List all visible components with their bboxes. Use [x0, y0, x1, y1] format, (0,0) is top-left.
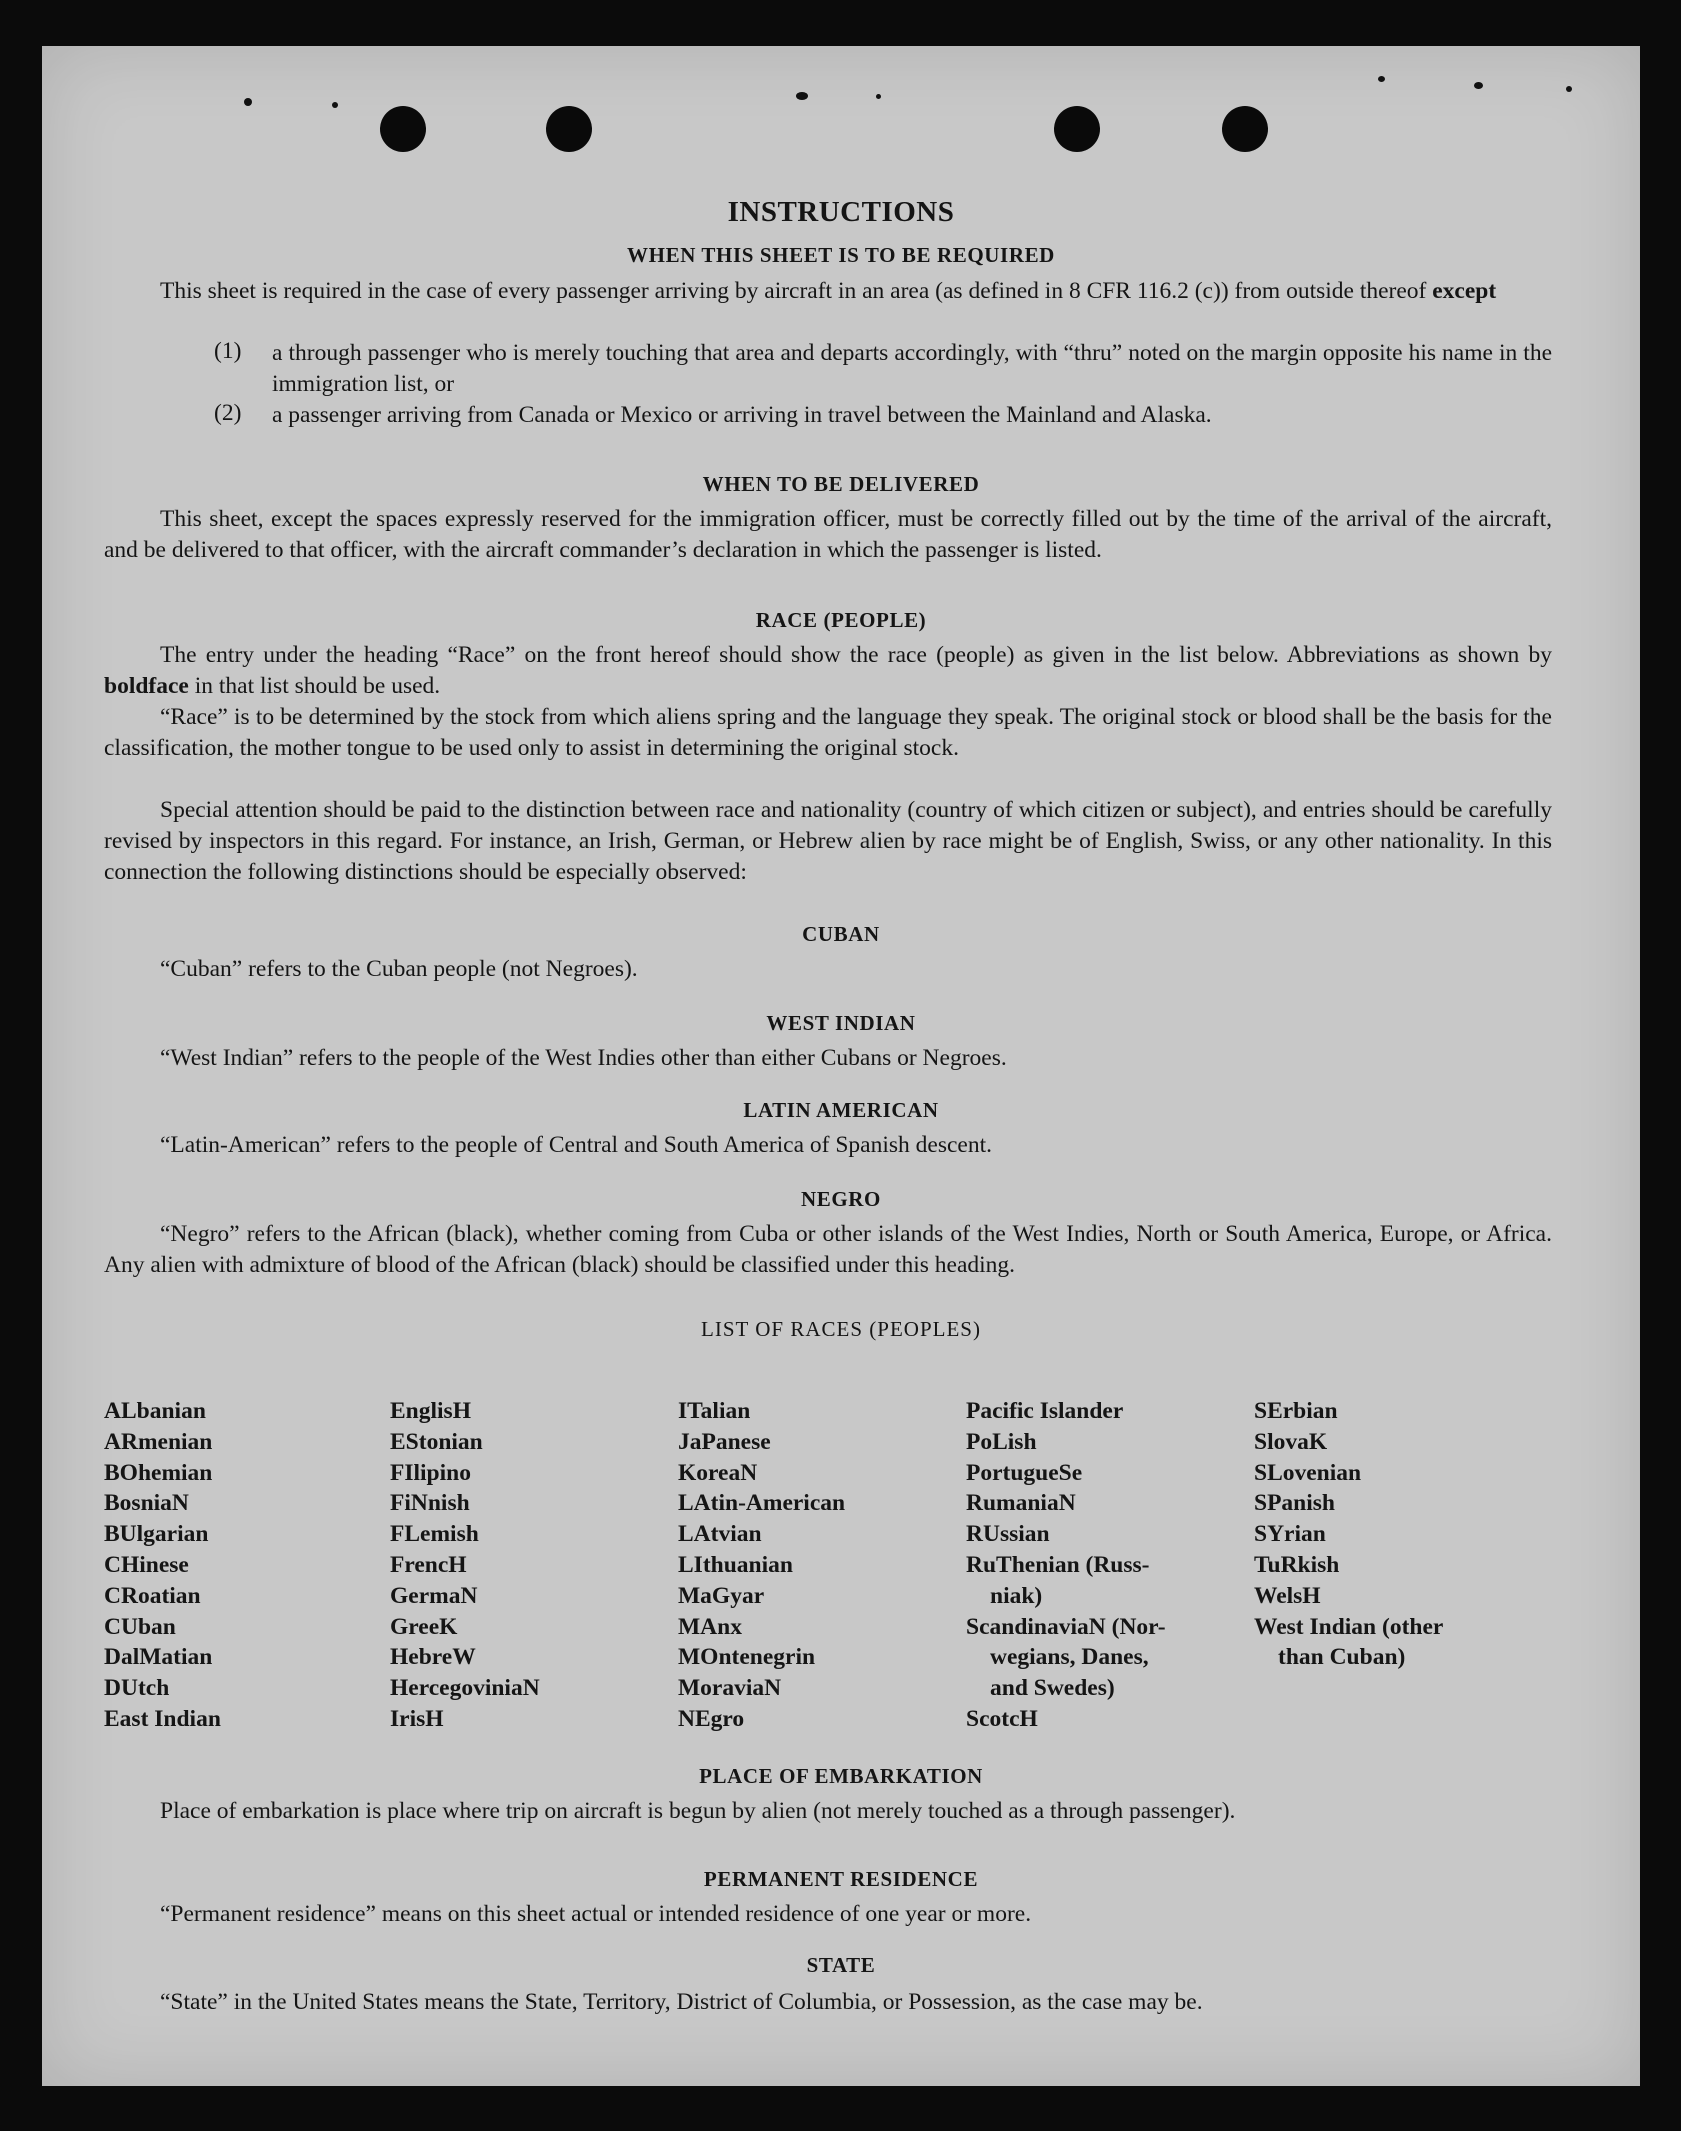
race-list-item: ITalian: [678, 1398, 751, 1424]
race-list-item: RUssian: [966, 1521, 1050, 1548]
punch-hole-2: [546, 106, 592, 152]
race-list-item: than Cuban): [1278, 1644, 1406, 1671]
punch-hole-1: [380, 106, 426, 152]
speck-mark: [876, 94, 881, 99]
race-list-item: East Indian: [104, 1705, 221, 1732]
race-list-item: wegians, Danes,: [990, 1644, 1149, 1671]
race-list-item: EStonian: [390, 1428, 483, 1455]
race-list-item: TuRkish: [1254, 1551, 1340, 1578]
paragraph-negro: “Negro” refers to the African (black), whether coming from Cuba or other islands of the West Indies, North or South America, Europe, or Africa. Any alien with admixture of blood of the African (black) should be classified under this heading.: [104, 1221, 1552, 1278]
list-item-2: [272, 400, 1552, 431]
race-list-column-5: [1254, 1396, 1443, 1673]
race-list-item: PortugueSe: [966, 1459, 1083, 1486]
race-list-item: BOhemian: [104, 1459, 213, 1486]
paragraph-west-indian: “West Indian” refers to the people of the West Indies other than either Cubans or Negroes.: [160, 1045, 1007, 1071]
race-list-item: LAtin-American: [678, 1490, 846, 1517]
heading-residence: PERMANENT RESIDENCE: [703, 1867, 979, 1891]
heading-latin-american: LATIN AMERICAN: [743, 1098, 939, 1122]
race-list-item: HercegoviniaN: [390, 1675, 540, 1702]
race-list-item: CHinese: [104, 1551, 189, 1578]
paragraph-text: in that list should be used.: [194, 673, 441, 699]
page-title: INSTRUCTIONS: [727, 196, 955, 228]
race-list-item: FiNnish: [390, 1490, 470, 1517]
heading-list-of-races: LIST OF RACES (PEOPLES): [701, 1317, 981, 1341]
paragraph-when-delivered: This sheet, except the spaces expressly reserved for the immigration officer, must be correctly filled out by the time of the arrival of the aircraft, and be delivered to that officer, with the aircraft commander’s declaration in which the passenger is listed.: [104, 506, 1552, 563]
list-item-1: [272, 338, 1552, 400]
item-text: a through passenger who is merely touching that area and departs accordingly, with “thru” noted on the margin opposite his name in the immigration list, or: [272, 340, 1552, 397]
race-list-item: West Indian (other: [1254, 1613, 1444, 1640]
race-list-item: KoreaN: [678, 1459, 758, 1486]
race-list-column-4: [966, 1396, 1166, 1735]
race-list-item: FIlipino: [390, 1459, 471, 1486]
race-list-item: SErbian: [1254, 1398, 1338, 1424]
race-list-item: ScotcH: [966, 1705, 1038, 1732]
race-list-item: GermaN: [390, 1582, 478, 1609]
race-list-item: IrisH: [390, 1705, 444, 1732]
heading-when-required: WHEN THIS SHEET IS TO BE REQUIRED: [627, 243, 1055, 267]
speck-mark: [796, 92, 808, 100]
heading-embarkation: PLACE OF EMBARKATION: [699, 1764, 983, 1788]
paragraph-text: This sheet is required in the case of every passenger arriving by aircraft in an area (as defined in 8 CFR 116.2 (c)) from outside thereof: [160, 278, 1427, 304]
emphasis-boldface: boldface: [104, 673, 189, 699]
race-list-column-3: [678, 1396, 845, 1735]
race-list-item: MoraviaN: [678, 1675, 782, 1702]
paragraph-race-3: Special attention should be paid to the distinction between race and nationality (country of which citizen or subject), and entries should be carefully revised by inspectors in this regard. For instance, an Irish, German, or Hebrew alien by race might be of English, Swiss, or any other nationality. In this connection the following distinctions should be especially observed:: [104, 797, 1552, 885]
race-list-item: ScandinaviaN (Nor-: [966, 1613, 1166, 1640]
race-list-column-2: [390, 1396, 540, 1735]
paragraph-residence: “Permanent residence” means on this sheet actual or intended residence of one year or more.: [160, 1901, 1032, 1927]
race-list-item: WelsH: [1254, 1582, 1321, 1609]
paragraph-latin-american: “Latin-American” refers to the people of Central and South America of Spanish descent.: [160, 1132, 993, 1158]
race-list-item: JaPanese: [678, 1428, 771, 1455]
document-sheet: [42, 46, 1640, 2086]
speck-mark: [332, 102, 338, 108]
speck-mark: [244, 98, 252, 106]
speck-mark: [1378, 76, 1385, 82]
race-list-item: Pacific Islander: [966, 1398, 1124, 1424]
race-list-item: HebreW: [390, 1644, 476, 1671]
race-list-item: LAtvian: [678, 1521, 762, 1548]
race-list-item: RuThenian (Russ-: [966, 1551, 1150, 1578]
paragraph-race-2: “Race” is to be determined by the stock from which aliens spring and the language they speak. The original stock or blood shall be the basis for the classification, the mother tongue to be used only to assist in determining the original stock.: [104, 704, 1552, 761]
race-list-item: ARmenian: [104, 1428, 213, 1455]
heading-negro: NEGRO: [800, 1187, 881, 1211]
paragraph-race-1: [104, 640, 1552, 702]
race-list-item: MOntenegrin: [678, 1644, 816, 1671]
heading-west-indian: WEST INDIAN: [766, 1011, 916, 1035]
race-list-item: GreeK: [390, 1613, 458, 1640]
paragraph-state: “State” in the United States means the State, Territory, District of Columbia, or Possession, as the case may be.: [160, 1989, 1203, 2015]
race-list-item: EnglisH: [390, 1398, 471, 1424]
paragraph-cuban: “Cuban” refers to the Cuban people (not Negroes).: [160, 956, 638, 982]
race-list-item: SYrian: [1254, 1521, 1326, 1548]
paragraph-embarkation: Place of embarkation is place where trip on aircraft is begun by alien (not merely touched as a through passenger).: [160, 1798, 1236, 1824]
punch-hole-4: [1222, 106, 1268, 152]
item-number: (2): [214, 400, 242, 426]
heading-state: STATE: [806, 1953, 876, 1977]
race-list-item: BosniaN: [104, 1490, 189, 1517]
speck-mark: [1566, 86, 1572, 92]
race-list-item: FrencH: [390, 1551, 467, 1578]
race-list-item: CRoatian: [104, 1582, 201, 1609]
heading-race: RACE (PEOPLE): [755, 608, 927, 632]
race-list-item: NEgro: [678, 1705, 745, 1732]
paragraph-when-required: [104, 276, 1552, 307]
race-list-item: SlovaK: [1254, 1428, 1328, 1455]
item-text: a passenger arriving from Canada or Mexico or arriving in travel between the Mainland and Alaska.: [272, 402, 1212, 428]
race-list-item: CUban: [104, 1613, 176, 1640]
race-list-item: MaGyar: [678, 1582, 765, 1609]
race-list-item: LIthuanian: [678, 1551, 793, 1578]
race-list-item: RumaniaN: [966, 1490, 1076, 1517]
speck-mark: [1474, 82, 1483, 89]
punch-hole-3: [1054, 106, 1100, 152]
race-list-item: SLovenian: [1254, 1459, 1362, 1486]
race-list-item: niak): [990, 1582, 1043, 1609]
race-list-item: FLemish: [390, 1521, 479, 1548]
item-number: (1): [214, 338, 242, 364]
race-list-column-1: [104, 1396, 221, 1735]
emphasis-except: except: [1432, 278, 1497, 304]
race-list-item: DalMatian: [104, 1644, 213, 1671]
race-list-item: MAnx: [678, 1613, 742, 1640]
race-list-item: PoLish: [966, 1428, 1037, 1455]
race-list-item: DUtch: [104, 1675, 170, 1702]
paragraph-text: The entry under the heading “Race” on the front hereof should show the race (people) as given in the list below. Abbreviations as shown by: [160, 642, 1552, 668]
heading-cuban: CUBAN: [802, 922, 880, 946]
race-list-item: BUlgarian: [104, 1521, 209, 1548]
race-list-item: SPanish: [1254, 1490, 1335, 1517]
race-list-item: and Swedes): [990, 1675, 1115, 1702]
race-list-item: ALbanian: [104, 1398, 206, 1424]
heading-when-delivered: WHEN TO BE DELIVERED: [702, 472, 980, 496]
